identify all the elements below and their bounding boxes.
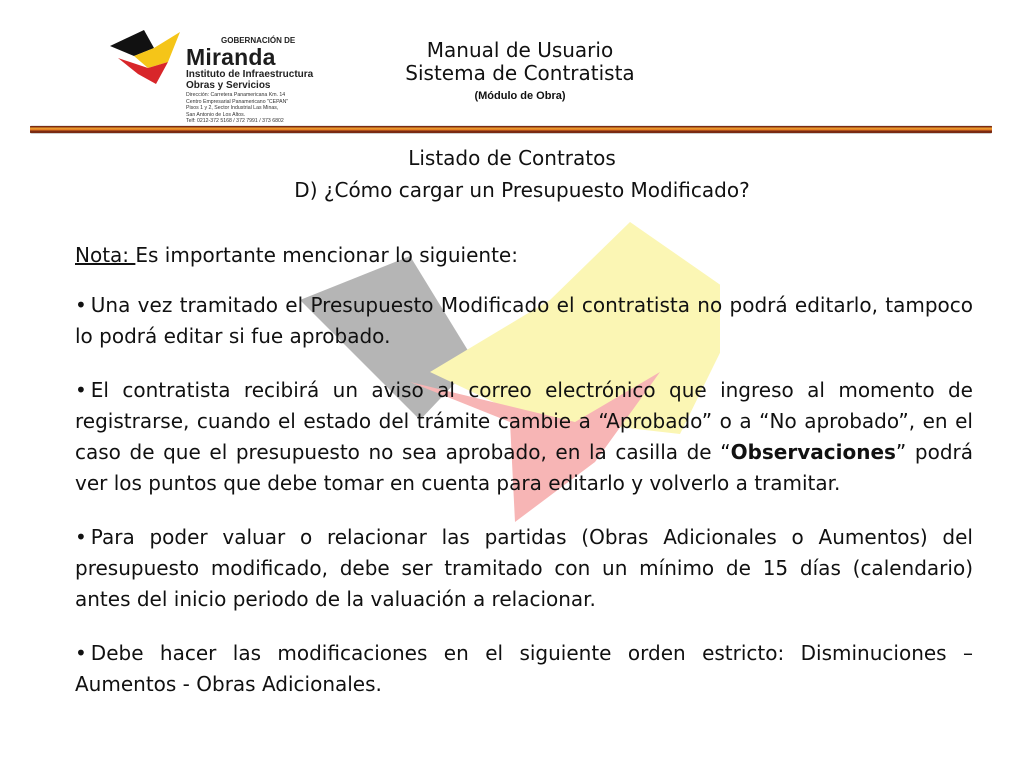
org-name: Miranda — [186, 44, 276, 70]
bullet-item — [75, 638, 973, 700]
org-address-line: San Antonio de Los Altos. — [186, 111, 246, 118]
bullet-item — [75, 290, 973, 352]
manual-title: Manual de Usuario — [426, 38, 614, 62]
question-text: D) ¿Cómo cargar un Presupuesto Modificado? — [294, 178, 750, 202]
bullet-text: El contratista recibirá un aviso al correo electrónico que ingreso al momento de registrarse, cuando el estado del trámite cambie a “Aprobado” o a “No aprobado”, en el caso de que el presupuesto no sea aprobado, en la casilla de “ — [75, 378, 973, 464]
bullet-dot: • — [75, 378, 87, 402]
module-subtitle: (Módulo de Obra) — [474, 90, 566, 102]
bullet-text: Debe hacer las modificaciones en el siguiente orden estricto: Disminuciones – Aumentos - Obras Adicionales. — [75, 641, 973, 696]
org-address-line: Pisos 1 y 2, Sector Industrial Las Minas, — [186, 105, 279, 112]
content-body — [75, 240, 973, 723]
bullet-text: ” podrá ver los puntos que debe tomar en cuenta para editarlo y volverlo a tramitar. — [75, 440, 973, 495]
note-text: Es importante mencionar lo siguiente: — [135, 243, 518, 267]
bullet-dot: • — [75, 293, 87, 317]
bullet-item — [75, 375, 973, 499]
org-subtitle-line: Obras y Servicios — [186, 80, 271, 91]
org-address-line: Telf: 0212-372 5168 / 372 7991 / 373 6802 — [186, 118, 284, 125]
question-heading — [0, 178, 1024, 202]
bullet-bold-term: Observaciones — [730, 440, 896, 464]
header-divider — [30, 125, 992, 134]
note-label: Nota: — [75, 243, 136, 267]
bullet-dot: • — [75, 525, 87, 549]
bullet-text: Una vez tramitado el Presupuesto Modificado el contratista no podrá editarlo, tampoco lo podrá editar si fue aprobado. — [75, 293, 973, 348]
org-address-line: Dirección: Carretera Panamericana Km. 14 — [186, 92, 286, 98]
note-paragraph — [75, 240, 973, 271]
org-top-text: GOBERNACIÓN DE — [221, 36, 296, 45]
system-title: Sistema de Contratista — [405, 61, 635, 85]
bullet-text: Para poder valuar o relacionar las partidas (Obras Adicionales o Aumentos) del presupuesto modificado, debe ser tramitado con un mínimo de 15 días (calendario) antes del inicio periodo de la valuación a relacionar. — [75, 525, 973, 611]
org-address-line: Centro Empresarial Panamericano "CEPAN" — [186, 98, 289, 105]
bullet-item — [75, 522, 973, 615]
bullet-dot: • — [75, 641, 87, 665]
section-title: Listado de Contratos — [408, 146, 616, 170]
org-subtitle-line: Instituto de Infraestructura — [186, 69, 314, 80]
